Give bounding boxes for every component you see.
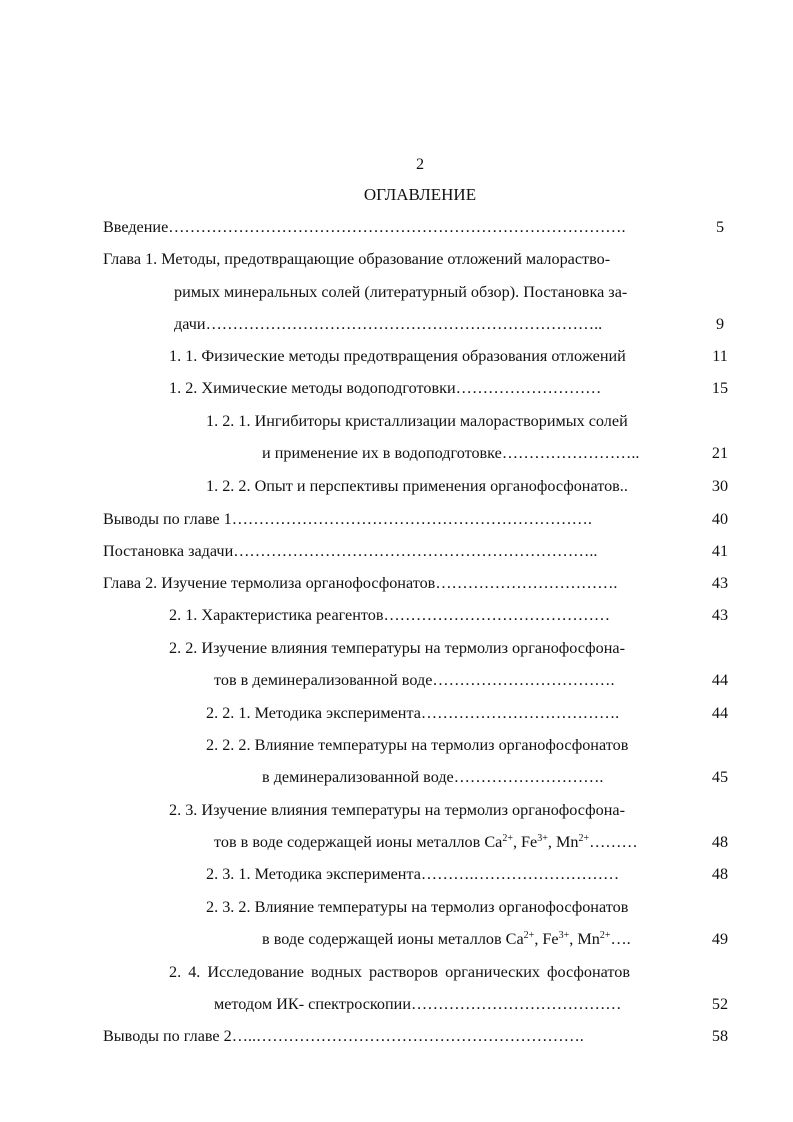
- page-number: 2: [415, 155, 425, 173]
- toc-entry-1-1: 1. 1. Физические методы предотвращения образования отложений: [169, 347, 626, 365]
- calcium-charge: 2+: [502, 833, 513, 844]
- toc-page-2-2-1: 44: [711, 704, 729, 722]
- toc-page-2-2: 44: [711, 671, 729, 689]
- toc-page-2-2-2: 45: [711, 768, 729, 786]
- toc-page-1-1: 11: [712, 347, 728, 365]
- toc-page-2-4: 52: [711, 995, 729, 1013]
- manganese-charge: 2+: [578, 833, 590, 844]
- iron-charge: 3+: [537, 833, 548, 844]
- toc-page-2-3-2: 49: [711, 930, 729, 948]
- toc-entry-2-3-line2: тов в воде содержащей ионы металлов $Ca^{2+}$, $Fe^{3+}$, $Mn^{2+}\dots\dots\dots$: [214, 833, 638, 851]
- toc-page-1-2-2: 30: [711, 477, 729, 495]
- toc-entry-2-2-line1: 2. 2. Изучение влияния температуры на термолиз органофосфона-: [169, 639, 625, 657]
- toc-page-1-2: 15: [711, 379, 729, 397]
- manganese-charge: 2+: [599, 930, 611, 941]
- toc-entry-2-3-1: 2. 3. 1. Методика эксперимента……….………………………: [206, 865, 620, 883]
- toc-entry-intro: Введение………………………………………………………………………….: [103, 218, 626, 236]
- toc-entry-ch1-line2: римых минеральных солей (литературный обзор). Постановка за-: [174, 283, 628, 301]
- toc-entry-conclusions-1: Выводы по главе 1………………………………………………………….: [103, 510, 592, 528]
- toc-page-ch1: 9: [715, 315, 725, 333]
- toc-entry-1-2-1-line1: 1. 2. 1. Ингибиторы кристаллизации малорастворимых солей: [206, 412, 628, 430]
- toc-entry-task: Постановка задачи…………………………………………………………..: [103, 542, 598, 560]
- toc-entry-2-3-2-line1: 2. 3. 2. Влияние температуры на термолиз органофосфонатов: [206, 898, 629, 916]
- toc-entry-2-3-line1: 2. 3. Изучение влияния температуры на термолиз органофосфона-: [169, 801, 625, 819]
- toc-page-ch2: 43: [711, 574, 729, 592]
- toc-entry-2-3-2-line2: в воде содержащей ионы металлов $Ca^{2+}$, $Fe^{3+}$, $Mn^{2+}\dots$.: [262, 930, 631, 948]
- toc-page-task: 41: [711, 542, 729, 560]
- toc-entry-2-2-1: 2. 2. 1. Методика эксперимента……………………………….: [206, 704, 620, 722]
- toc-page-conclusions-1: 40: [711, 510, 729, 528]
- toc-entry-2-1: 2. 1. Характеристика реагентов……………………………………: [169, 606, 611, 624]
- toc-entry-2-2-2-line1: 2. 2. 2. Влияние температуры на термолиз органофосфонатов: [206, 736, 629, 754]
- iron-charge: 3+: [558, 930, 570, 941]
- toc-entry-1-2-1-line2: и применение их в водоподготовке……………………..: [262, 444, 640, 462]
- toc-page-2-3: 48: [711, 833, 729, 851]
- toc-heading: ОГЛАВЛЕНИЕ: [363, 185, 477, 204]
- toc-entry-1-2: 1. 2. Химические методы водоподготовки………………………: [169, 379, 602, 397]
- toc-entry-ch1-line1: Глава 1. Методы, предотвращающие образование отложений малораство-: [103, 250, 611, 268]
- toc-entry-conclusions-2: Выводы по главе 2…..…………………………………………………….: [103, 1027, 584, 1045]
- toc-entry-2-4-line1: 2. 4. Исследование водных растворов органических фосфонатов: [169, 963, 630, 981]
- toc-page-conclusions-2: 58: [711, 1027, 729, 1045]
- toc-entry-2-2-line2: тов в деминерализованной воде…………………………….: [214, 671, 615, 689]
- calcium-charge: 2+: [523, 930, 535, 941]
- toc-entry-2-2-2-line2: в деминерализованной воде……………………….: [262, 768, 604, 786]
- toc-page-2-1: 43: [711, 606, 729, 624]
- toc-page-2-3-1: 48: [711, 865, 729, 883]
- toc-entry-ch1-line3: дачи………………………………………………………………..: [174, 315, 603, 333]
- toc-page-intro: 5: [715, 218, 725, 236]
- toc-entry-ch2: Глава 2. Изучение термолиза органофосфонатов…………………………….: [103, 574, 618, 592]
- toc-entry-2-4-line2: методом ИК- спектроскопии…………………………………: [214, 995, 622, 1013]
- toc-entry-1-2-2: 1. 2. 2. Опыт и перспективы применения органофосфонатов..: [206, 477, 628, 495]
- toc-page-1-2-1: 21: [711, 444, 729, 462]
